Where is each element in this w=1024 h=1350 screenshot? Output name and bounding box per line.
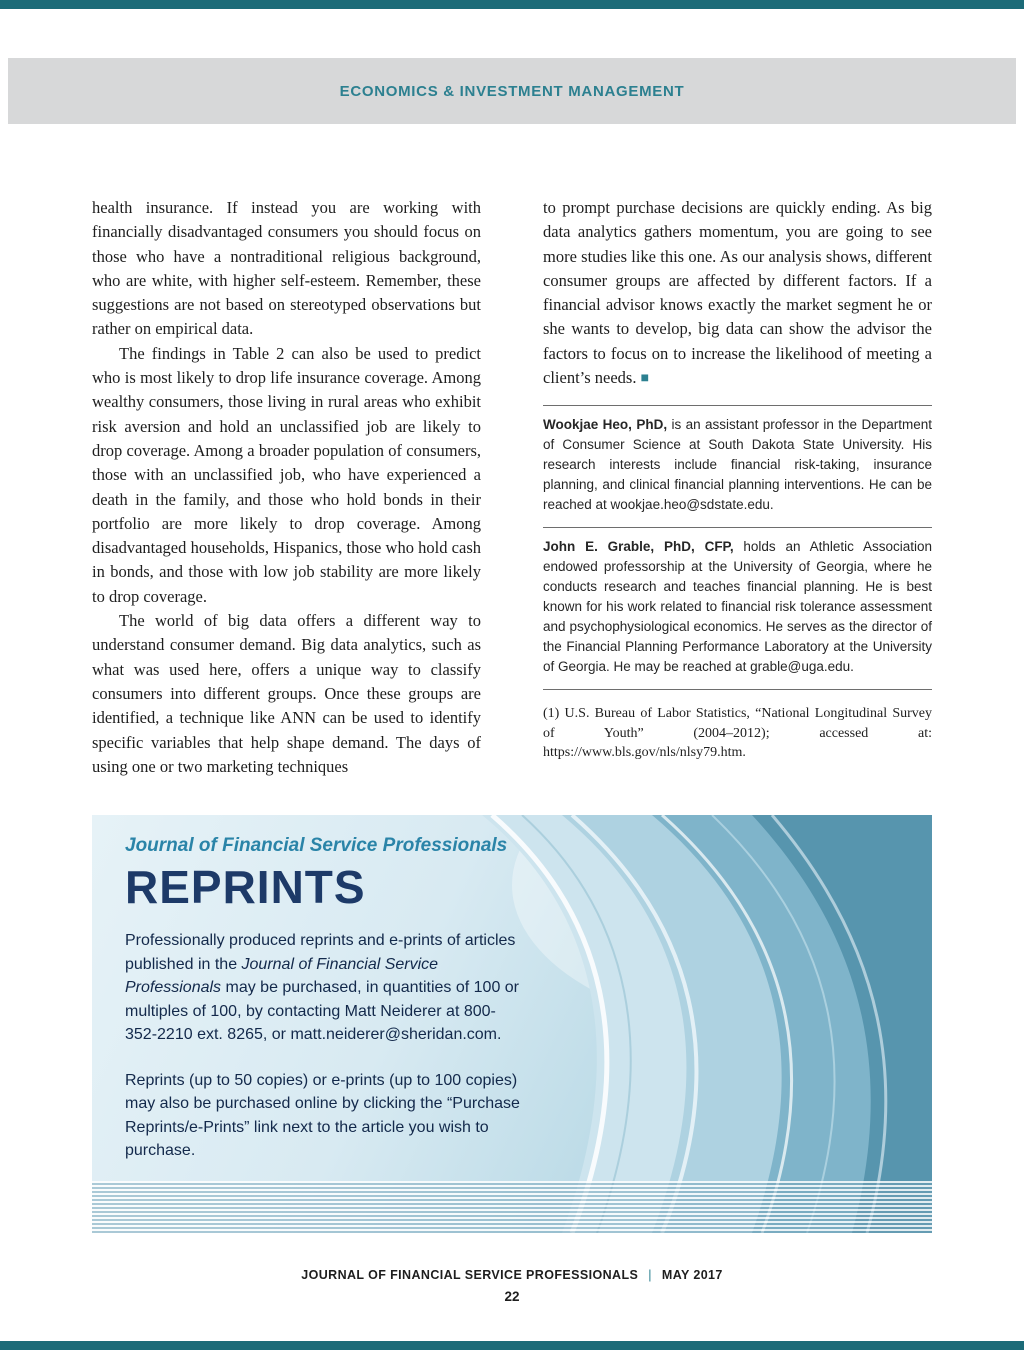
divider — [543, 527, 932, 528]
paragraph: The world of big data offers a different way to understand consumer demand. Big data analytics, such as what was used here, offers a unique way to classify consumers into different groups. Once these groups are identified, a technique like ANN can be used to identify specific variables that help shape demand. The days of using one or two marketing techniques — [92, 611, 481, 776]
divider — [543, 405, 932, 406]
author-bio-text: holds an Athletic Association endowed professorship at the University of Georgia, where he conducts research and teaches financial planning. He is best known for his work related to financial risk tolerance assessment and psychophysiological economics. He serves as the director of the Financial Planning Performance Laboratory at the University of Georgia. He may be reached at grable@uga.edu. — [543, 539, 932, 675]
ad-journal-inline: Journal of Financial Service Professionals — [125, 955, 439, 997]
article-body — [92, 196, 932, 779]
ad-text-block — [125, 835, 527, 1185]
closing-paragraph — [543, 196, 932, 391]
page-number: 22 — [504, 1289, 520, 1304]
author-name: John E. Grable, PhD, CFP, — [543, 539, 734, 555]
ad-paragraph-pre: Professionally produced reprints and e-prints of articles published in the — [125, 932, 516, 973]
ad-paragraph-contact — [125, 929, 527, 1047]
article-end-mark: ■ — [640, 371, 650, 387]
footer-issue: MAY 2017 — [661, 1268, 723, 1282]
author-bio-text: is an assistant professor in the Department of Consumer Science at South Dakota State University. His research interests include financial risk-taking, insurance planning, and clinical financial planning interventions. He can be reached at wookjae.heo@sdstate.edu. — [543, 417, 932, 513]
page-footer — [0, 1268, 1024, 1304]
divider — [543, 689, 932, 690]
author-bio — [543, 537, 932, 677]
footnote: (1) U.S. Bureau of Labor Statistics, “National Longitudinal Survey of Youth” (2004–2012); accessed at: https://www.bls.gov/nls/nlsy79.htm. — [543, 706, 932, 761]
bottom-accent-bar — [0, 1341, 1024, 1350]
paragraph: The findings in Table 2 can also be used to predict who is most likely to drop life insurance coverage. Among wealthy consumers, those living in rural areas who exhibit risk aversion and hold an unclassified job are likely to drop coverage. Among a broader population of consumers, those with an unclassified job, who have experienced a death in the family, and those who hold bonds in their portfolio are more likely to drop coverage. Among disadvantaged households, Hispanics, those who hold cash in bonds, and those with low job stability are more likely to drop coverage. — [92, 343, 481, 606]
paragraph: health insurance. If instead you are working with financially disadvantaged consumers you should focus on those who have a nontraditional religious background, who are white, with higher self-esteem. Remember, these suggestions are not based on stereotyped observations but rather on empirical data. — [92, 198, 481, 339]
author-bios — [543, 405, 932, 690]
section-title: ECONOMICS & INVESTMENT MANAGEMENT — [339, 82, 685, 100]
footer-line — [0, 1268, 1024, 1282]
author-name: Wookjae Heo, PhD, — [543, 417, 668, 433]
top-accent-bar — [0, 0, 1024, 9]
reprints-ad — [92, 815, 932, 1233]
ad-paragraph-post: may be purchased, in quantities of 100 or multiples of 100, by contacting Matt Neiderer at 800-352-2210 ext. 8265, or matt.neiderer@sheridan.com. — [125, 979, 520, 1044]
left-column — [92, 196, 481, 779]
ad-journal-title: Journal of Financial Service Professionals — [125, 835, 508, 856]
footer-separator: | — [648, 1268, 652, 1282]
section-header-band — [8, 58, 1016, 124]
ad-headline: REPRINTS — [125, 861, 366, 913]
footer-journal-name: JOURNAL OF FINANCIAL SERVICE PROFESSIONALS — [301, 1268, 639, 1282]
book-page-edges — [92, 1181, 932, 1233]
closing-paragraph-text: to prompt purchase decisions are quickly ending. As big data analytics gathers momentum, you are going to see more studies like this one. As our analysis shows, different consumer groups are affected by different factors. If a financial advisor knows exactly the market segment he or she wants to develop, big data can show the advisor the factors to focus on to increase the likelihood of meeting a client’s needs. — [543, 198, 932, 388]
right-column — [543, 196, 932, 779]
ad-paragraph-online: Reprints (up to 50 copies) or e-prints (up to 100 copies) may also be purchased online by clicking the “Purchase Reprints/e-Prints” link next to the article you wish to purchase. — [125, 1071, 520, 1160]
author-bio — [543, 415, 932, 515]
